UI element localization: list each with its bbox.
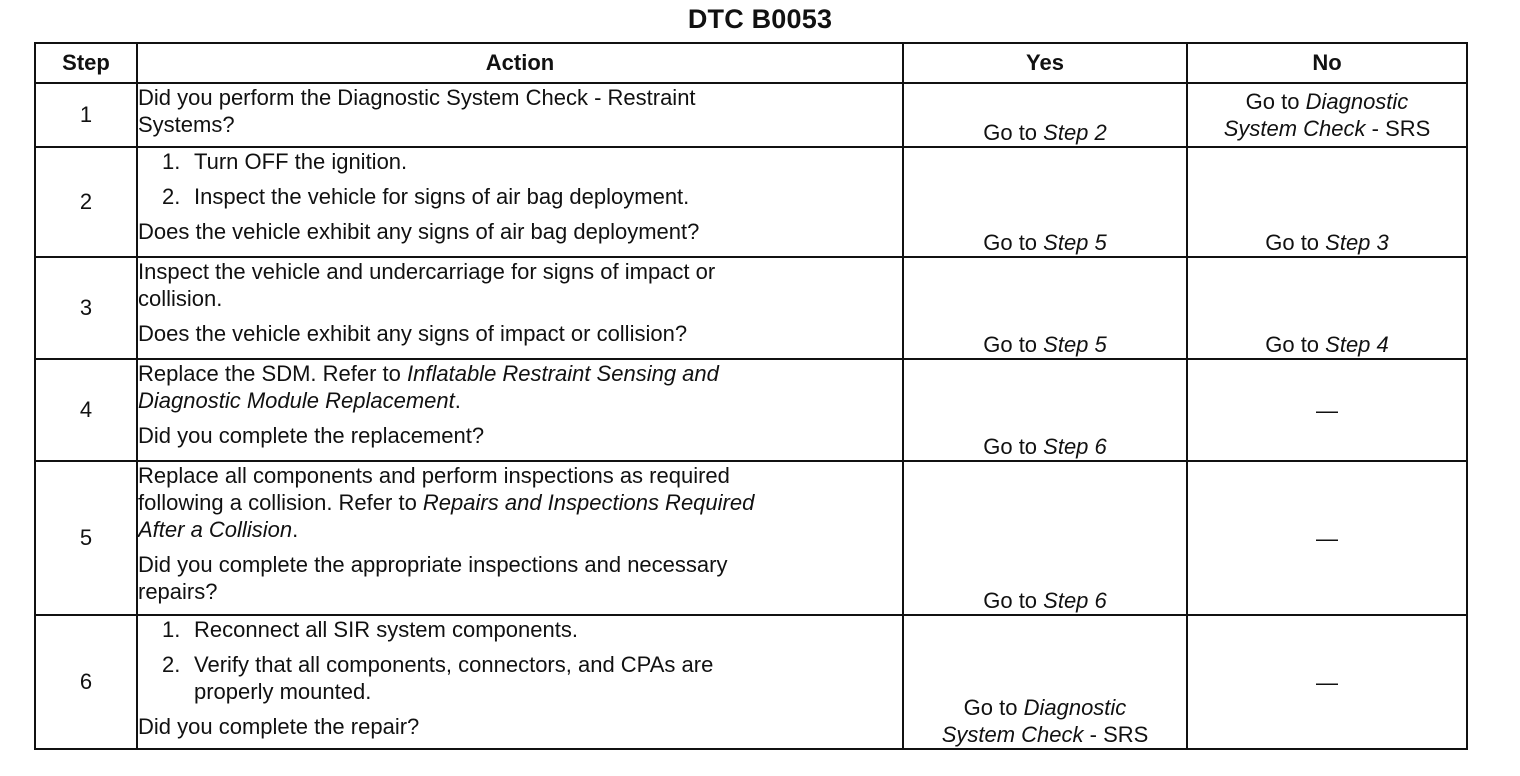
header-yes: Yes	[903, 43, 1187, 83]
step-number: 6	[35, 615, 137, 749]
header-step: Step	[35, 43, 137, 83]
yes-cell: Go to Step 6	[903, 359, 1187, 461]
table-row	[35, 359, 1467, 461]
list-item: 1. Reconnect all SIR system components.	[162, 617, 578, 642]
no-cell: Go to Step 3	[1187, 147, 1467, 257]
action-text: Did you perform the Diagnostic System Check - Restraint	[138, 85, 696, 110]
table-row	[35, 83, 1467, 147]
no-cell: —	[1187, 461, 1467, 615]
action-question: Does the vehicle exhibit any signs of air bag deployment?	[138, 219, 700, 244]
yes-cell: Go to Step 5	[903, 147, 1187, 257]
header-row	[35, 43, 1467, 83]
action-question: Did you complete the appropriate inspections and necessary	[138, 552, 728, 577]
header-no: No	[1187, 43, 1467, 83]
step-number: 1	[35, 83, 137, 147]
no-cell: Go to Step 4	[1187, 257, 1467, 359]
header-action: Action	[137, 43, 903, 83]
list-item: 2. Verify that all components, connectors, and CPAs are	[162, 652, 714, 677]
yes-cell: Go to Step 6	[903, 461, 1187, 615]
step-number: 5	[35, 461, 137, 615]
action-question: Does the vehicle exhibit any signs of impact or collision?	[138, 321, 688, 346]
action-text: Systems?	[138, 112, 235, 137]
action-cell	[137, 83, 903, 147]
table-row	[35, 147, 1467, 257]
no-cell: Go to Diagnostic System Check - SRS	[1187, 83, 1467, 147]
yes-cell: Go to Diagnostic System Check - SRS	[903, 615, 1187, 749]
page-title: DTC B0053	[687, 4, 833, 34]
yes-cell: Go to Step 2	[903, 83, 1187, 147]
table-row	[35, 461, 1467, 615]
action-cell: Inspect the vehicle and undercarriage for signs of impact or collision. Does the vehicle exhibit any signs of impact or collision?	[137, 257, 903, 359]
action-cell: Replace the SDM. Refer to Inflatable Restraint Sensing and Diagnostic Module Replacement. Did you complete the replacement?	[137, 359, 903, 461]
table-row	[35, 615, 1467, 749]
step-number: 3	[35, 257, 137, 359]
action-cell: 1. Reconnect all SIR system components. 2. Verify that all components, connectors, and CPAs are properly mounted. Did you complete the repair?	[137, 615, 903, 749]
step-number: 2	[35, 147, 137, 257]
action-cell	[137, 147, 903, 257]
action-question: repairs?	[138, 579, 218, 604]
no-cell: —	[1187, 359, 1467, 461]
list-item: 1. Turn OFF the ignition.	[162, 149, 408, 174]
table-row	[35, 257, 1467, 359]
yes-cell: Go to Step 5	[903, 257, 1187, 359]
dtc-table	[34, 42, 1468, 750]
list-item: 2. Inspect the vehicle for signs of air bag deployment.	[162, 184, 690, 209]
action-question: Did you complete the repair?	[138, 714, 420, 739]
no-cell: —	[1187, 615, 1467, 749]
action-question: Did you complete the replacement?	[138, 423, 485, 448]
step-number: 4	[35, 359, 137, 461]
action-cell: Replace all components and perform inspections as required following a collision. Refer to Repairs and Inspections Required After a Collision. Did you complete the appropriate inspections and necessary repairs?	[137, 461, 903, 615]
